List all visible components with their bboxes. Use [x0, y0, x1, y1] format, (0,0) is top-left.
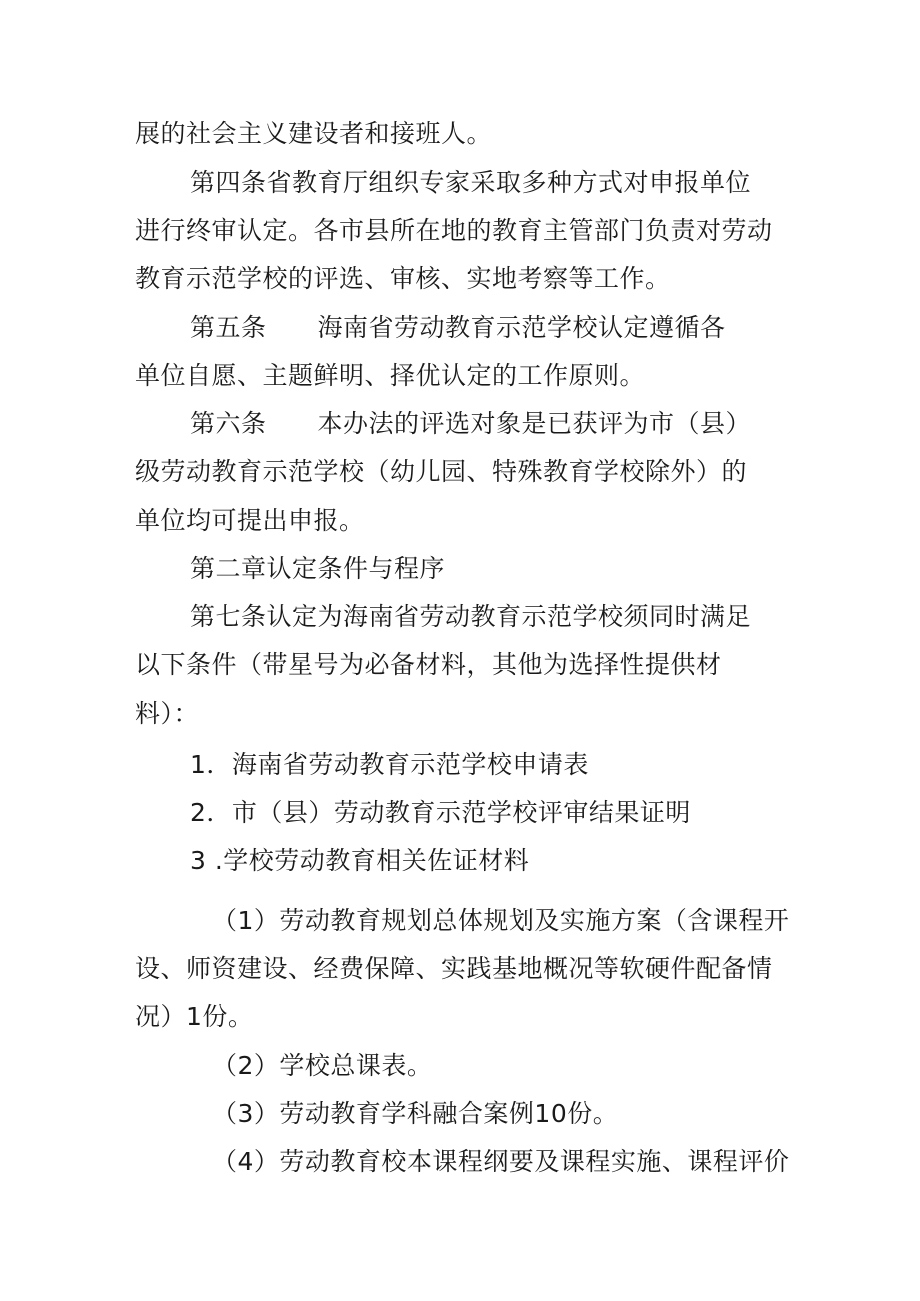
- text-line: 单位均可提出申报。: [135, 506, 365, 535]
- text-line: 设、师资建设、经费保障、实践基地概况等软硬件配备情: [135, 954, 773, 983]
- text-line: 第五条 海南省劳动教育示范学校认定遵循各: [190, 313, 726, 342]
- list-item: 3 .学校劳动教育相关佐证材料: [190, 846, 530, 875]
- text-line: 以下条件（带星号为必备材料，其他为选择性提供材: [135, 650, 722, 679]
- text-line: 展的社会主义建设者和接班人。: [135, 119, 493, 148]
- text-line: 单位自愿、主题鲜明、择优认定的工作原则。: [135, 361, 646, 390]
- text-line: 况）1份。: [135, 1002, 254, 1031]
- sub-list-item: （4）劳动教育校本课程纲要及课程实施、课程评价: [212, 1147, 790, 1176]
- sub-list-item: （3）劳动教育学科融合案例10份。: [212, 1099, 619, 1128]
- sub-list-item: （2）学校总课表。: [212, 1051, 433, 1080]
- text-line: 第六条 本办法的评选对象是已获评为市（县）: [190, 409, 752, 438]
- text-line: 进行终审认定。各市县所在地的教育主管部门负责对劳动: [135, 216, 773, 245]
- list-item: 2．市（县）劳动教育示范学校评审结果证明: [190, 798, 691, 827]
- list-item: 1．海南省劳动教育示范学校申请表: [190, 750, 589, 779]
- text-line: 第七条认定为海南省劳动教育示范学校须同时满足: [190, 602, 752, 631]
- text-line: 教育示范学校的评选、审核、实地考察等工作。: [135, 264, 671, 293]
- sub-list-item: （1）劳动教育规划总体规划及实施方案（含课程开: [212, 906, 790, 935]
- text-line: 第四条省教育厅组织专家采取多种方式对申报单位: [190, 168, 752, 197]
- text-line: 料）：: [135, 699, 200, 728]
- text-line: 级劳动教育示范学校（幼儿园、特殊教育学校除外）的: [135, 457, 748, 486]
- chapter-heading: 第二章认定条件与程序: [190, 554, 446, 583]
